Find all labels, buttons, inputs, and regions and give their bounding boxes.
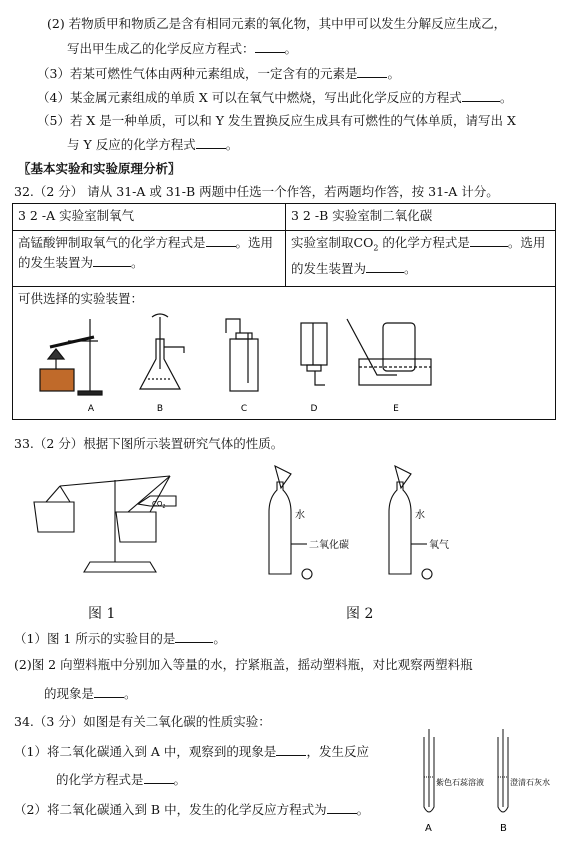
answer-blank[interactable]	[276, 745, 306, 756]
q33-stem: 33.（2 分）根据下图所示装置研究气体的性质。	[14, 436, 284, 451]
answer-blank[interactable]	[470, 236, 508, 247]
tube-b-letter: B	[500, 823, 507, 834]
apparatus-label-d: D	[310, 404, 318, 414]
fig2-caption: 图 2	[346, 606, 374, 622]
q33-p1: （1）图 1 所示的实验目的是 。	[14, 631, 226, 646]
q32-table	[12, 203, 556, 420]
answer-blank[interactable]	[94, 687, 124, 698]
q-part5-line1: （5）若 X 是一种单质，可以和 Y 发生置换反应生成具有可燃性的气体单质，请写出 X	[37, 113, 516, 128]
answer-blank[interactable]	[327, 803, 357, 814]
q34-p2: （2）将二氧化碳通入到 B 中，发生的化学反应方程式为 。	[14, 802, 370, 817]
answer-blank[interactable]	[175, 632, 213, 643]
apparatus-a-heating-tube	[40, 319, 102, 395]
apparatus-figure	[18, 309, 550, 417]
water-label-2: 水	[415, 510, 425, 521]
q34-p1-line2: 的化学方程式是 。	[56, 772, 187, 787]
gas-label-2: 氧气	[429, 540, 449, 551]
q34-tubes-figure	[404, 727, 576, 839]
answer-blank[interactable]	[196, 138, 226, 149]
q-part4: （4）某金属元素组成的单质 X 可以在氧气中燃烧，写出此化学反应的方程式 。	[37, 90, 513, 105]
q33-figure2	[255, 462, 455, 592]
answer-blank[interactable]	[255, 42, 285, 53]
apparatus-label-b: B	[156, 404, 164, 414]
tube-b-label: 澄清石灰水	[510, 778, 550, 787]
answer-blank[interactable]	[93, 256, 131, 267]
q-part2-line1: (2) 若物质甲和物质乙是含有相同元素的氧化物，其中甲可以发生分解反应生成乙，	[47, 16, 507, 31]
apparatus-label-c: C	[240, 404, 248, 414]
answer-blank[interactable]	[144, 773, 174, 784]
q33-p2-line1: (2)图 2 向塑料瓶中分别加入等量的水，拧紧瓶盖，摇动塑料瓶，对比观察两塑料瓶	[14, 657, 473, 672]
apparatus-label: 可供选择的实验装置：	[18, 291, 144, 306]
q33-figure1	[20, 462, 240, 582]
q32-b-head: 3 2 -B 实验室制二氧化碳	[286, 204, 556, 231]
q32-a-head: 3 2 -A 实验室制氧气	[13, 204, 286, 231]
apparatus-b-flask	[140, 314, 184, 389]
fig1-caption: 图 1	[88, 606, 116, 622]
apparatus-label-e: E	[393, 404, 399, 414]
water-label-1: 水	[295, 510, 305, 521]
q33-p2-line2: 的现象是 。	[44, 686, 137, 701]
q34-p1-line1: （1）将二氧化碳通入到 A 中，观察到的现象是 ，发生反应	[14, 744, 369, 759]
apparatus-c-bottle	[226, 319, 258, 391]
section-title: 〖基本实验和实验原理分析〗	[18, 161, 181, 176]
answer-blank[interactable]	[206, 236, 236, 247]
answer-blank[interactable]	[357, 67, 387, 78]
q32-a-body: 高锰酸钾制取氧气的化学方程式是 。选用 的发生装置为 。	[13, 231, 286, 287]
q-part5-line2: 与 Y 反应的化学方程式 。	[67, 137, 239, 152]
apparatus-label-a: A	[87, 404, 95, 414]
answer-blank[interactable]	[462, 91, 500, 102]
tube-a-letter: A	[425, 823, 432, 834]
q-part3: （3）若某可燃性气体由两种元素组成，一定含有的元素是 。	[37, 66, 400, 81]
tube-a-label: 紫色石蕊溶液	[436, 778, 484, 787]
co2-tag: $CO_2$	[152, 500, 166, 510]
apparatus-e-trough	[347, 319, 431, 385]
apparatus-d-bottle	[301, 323, 327, 385]
apparatus-cell	[13, 287, 556, 420]
answer-blank[interactable]	[366, 262, 404, 273]
q32-b-body: 实验室制取$CO_2$ 的化学方程式是 。选用 的发生装置为 。	[286, 231, 556, 287]
q-part2-line2: 写出甲生成乙的化学反应方程式： 。	[67, 41, 298, 56]
gas-label-1: 二氧化碳	[309, 540, 349, 551]
q34-stem: 34.（3 分）如图是有关二氧化碳的性质实验：	[14, 714, 271, 729]
q32-stem: 32.（2 分） 请从 31-A 或 31-B 两题中任选一个作答，若两题均作答，按 31-A 计分。	[14, 184, 499, 199]
